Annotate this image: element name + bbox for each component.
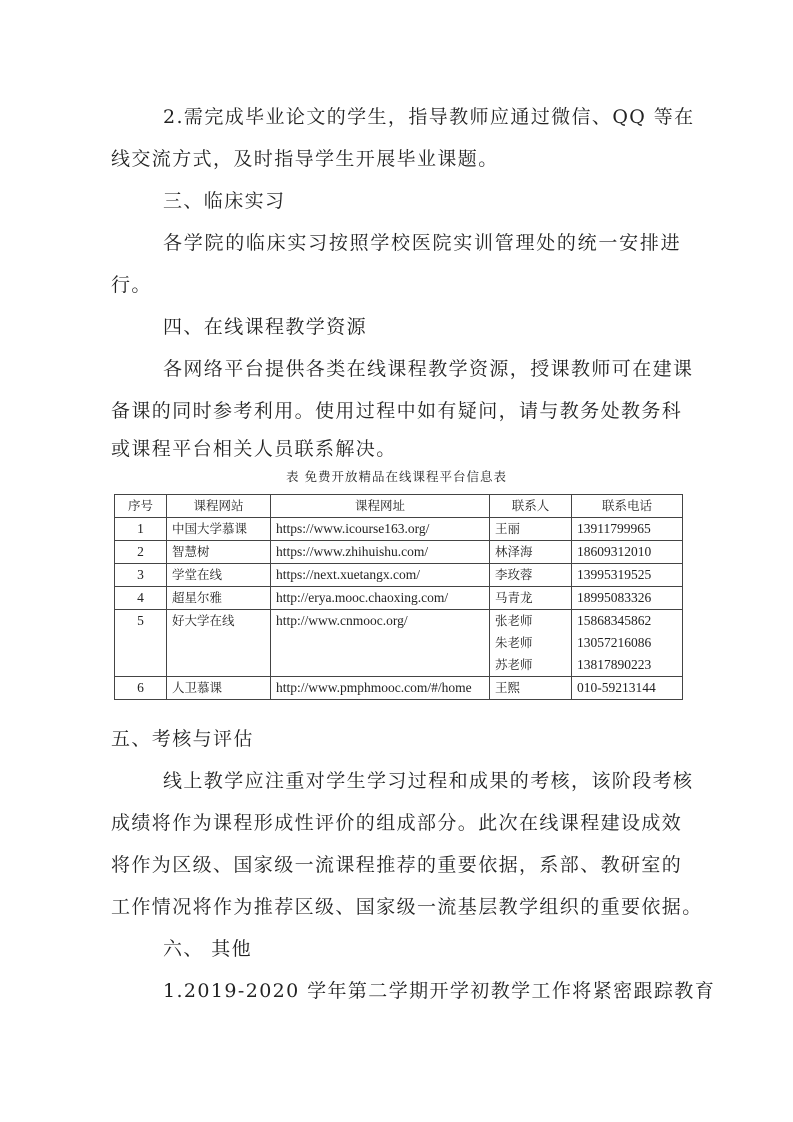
section-heading-3: 三、临床实习 [163,190,286,212]
row-contact: 林泽海 [490,541,572,564]
row-url-link[interactable]: http://erya.mooc.chaoxing.com/ [271,587,490,610]
table-header-row [115,495,683,518]
paragraph-line: 备课的同时参考利用。使用过程中如有疑问，请与教务处教务科 [111,400,683,422]
platform-info-table [114,494,683,700]
row-index: 5 [115,610,167,677]
row-phone: 18995083326 [572,587,683,610]
row-site: 超星尔雅 [167,587,271,610]
row-contacts [490,610,572,677]
header-phone: 联系电话 [572,495,683,518]
row-phone: 13057216086 [577,635,652,650]
table-row [115,564,683,587]
row-index: 2 [115,541,167,564]
row-site: 好大学在线 [167,610,271,677]
header-contact: 联系人 [490,495,572,518]
paragraph-line: 或课程平台相关人员联系解决。 [111,438,397,460]
header-url: 课程网址 [271,495,490,518]
paragraph-line: 线交流方式，及时指导学生开展毕业课题。 [111,148,499,170]
row-phone: 18609312010 [572,541,683,564]
section-heading-6: 六、 其他 [163,938,253,960]
paragraph-line: 2.需完成毕业论文的学生，指导教师应通过微信、QQ 等在 [163,106,695,128]
row-contact: 王熙 [490,677,572,700]
row-contact: 张老师 [495,613,533,628]
row-site: 学堂在线 [167,564,271,587]
row-site: 中国大学慕课 [167,518,271,541]
row-index: 3 [115,564,167,587]
paragraph-line: 行。 [111,274,152,296]
table-row [115,610,683,677]
row-url-link[interactable]: https://www.zhihuishu.com/ [271,541,490,564]
row-contact: 苏老师 [495,657,533,672]
paragraph-line: 将作为区级、国家级一流课程推荐的重要依据，系部、教研室的 [111,854,683,876]
paragraph-line: 线上教学应注重对学生学习过程和成果的考核，该阶段考核 [163,770,694,792]
row-contact: 朱老师 [495,635,533,650]
row-url-link[interactable]: http://www.cnmooc.org/ [271,610,490,677]
row-phone: 13995319525 [572,564,683,587]
table-row [115,541,683,564]
paragraph-line: 各网络平台提供各类在线课程教学资源，授课教师可在建课 [163,358,694,380]
section-heading-4: 四、在线课程教学资源 [163,316,368,338]
row-index: 1 [115,518,167,541]
header-site: 课程网站 [167,495,271,518]
row-site: 人卫慕课 [167,677,271,700]
paragraph-line: 工作情况将作为推荐区级、国家级一流基层教学组织的重要依据。 [111,896,703,918]
row-site: 智慧树 [167,541,271,564]
paragraph-line: 各学院的临床实习按照学校医院实训管理处的统一安排进 [163,232,681,254]
row-url-link[interactable]: http://www.pmphmooc.com/#/home [271,677,490,700]
row-phones [572,610,683,677]
row-phone: 13817890223 [577,657,652,672]
section-heading-5: 五、考核与评估 [111,728,254,750]
table-caption: 表 免费开放精品在线课程平台信息表 [286,469,507,484]
table-row [115,587,683,610]
row-contact: 王丽 [490,518,572,541]
row-index: 6 [115,677,167,700]
row-url-link[interactable]: https://www.icourse163.org/ [271,518,490,541]
header-index: 序号 [115,495,167,518]
row-contact: 李玫蓉 [490,564,572,587]
table-row [115,677,683,700]
row-phone: 15868345862 [577,613,652,628]
paragraph-line: 1.2019-2020 学年第二学期开学初教学工作将紧密跟踪教育 [163,980,716,1002]
row-index: 4 [115,587,167,610]
paragraph-line: 成绩将作为课程形成性评价的组成部分。此次在线课程建设成效 [111,812,683,834]
table-row [115,518,683,541]
row-contact: 马青龙 [490,587,572,610]
row-phone: 010-59213144 [572,677,683,700]
row-phone: 13911799965 [572,518,683,541]
row-url-link[interactable]: https://next.xuetangx.com/ [271,564,490,587]
